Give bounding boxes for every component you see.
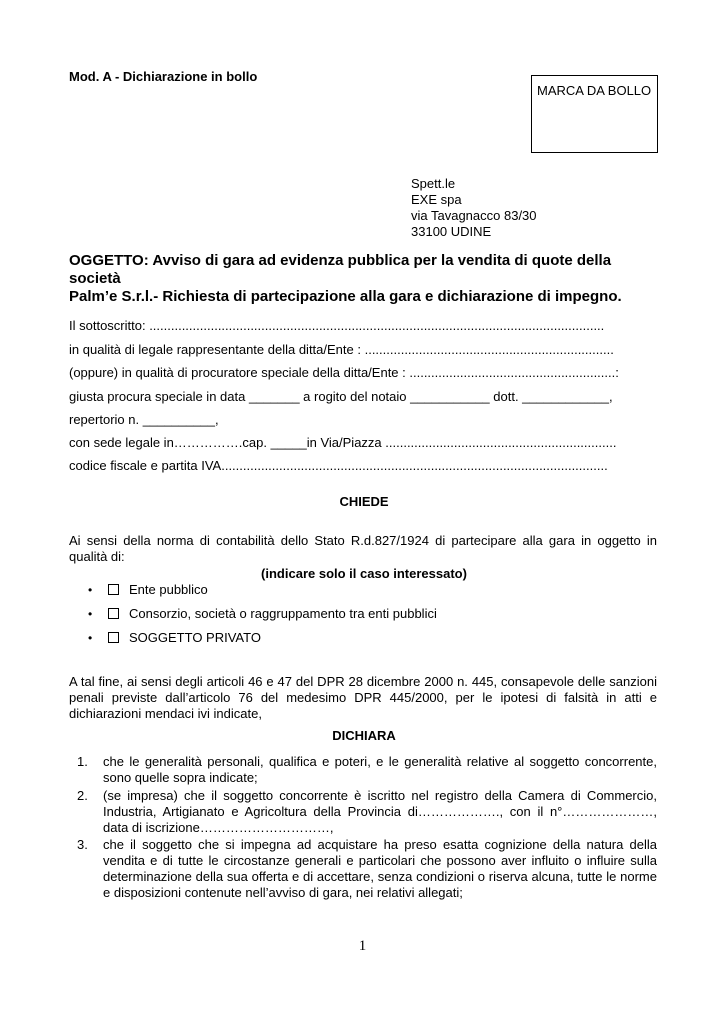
recipient-line: Spett.le [411, 176, 456, 191]
recipient-line: 33100 UDINE [411, 224, 492, 239]
chiede-heading: CHIEDE [339, 494, 389, 509]
preamble-paragraph: A tal fine, ai sensi degli articoli 46 e 47 del DPR 28 dicembre 2000 n. 445, consapevole delle sanzioni penali previste dall’articolo 76 del medesimo DPR 445/2000, per le ipotesi di falsità in atti e dichiarazioni mendaci ivi indicate, [69, 674, 657, 721]
option-label: Ente pubblico [129, 582, 208, 597]
subject-line-2: Palm’e S.r.l.- Richiesta di partecipazione alla gara e dichiarazione di impegno. [69, 288, 622, 305]
subject-line-1: OGGETTO: Avviso di gara ad evidenza pubblica per la vendita di quote della società [69, 252, 612, 287]
checkbox-icon[interactable] [108, 584, 119, 595]
field-repertory: repertorio n. __________, [69, 412, 219, 427]
field-legal-representative: in qualità di legale rappresentante della ditta/Ente : ..................................................................... [69, 342, 614, 357]
form-model-label: Mod. A - Dichiarazione in bollo [69, 69, 258, 84]
bullet-icon: • [88, 607, 93, 621]
item-number: 2. [77, 788, 88, 803]
checkbox-icon[interactable] [108, 632, 119, 643]
declaration-item [69, 837, 657, 901]
recipient-address [411, 176, 537, 240]
field-power-of-attorney: giusta procura speciale in data _______ a rogito del notaio ___________ dott. ____________, [69, 389, 613, 404]
declaration-item [69, 754, 657, 786]
declaration-item [69, 788, 657, 836]
stamp-box: MARCA DA BOLLO [531, 75, 658, 153]
indicate-note: (indicare solo il caso interessato) [261, 566, 467, 581]
item-number: 3. [77, 837, 88, 852]
option-label: Consorzio, società o raggruppamento tra enti pubblici [129, 606, 437, 621]
item-text: che le generalità personali, qualifica e poteri, e le generalità relative al soggetto concorrente, sono quelle sopra indicate; [103, 754, 657, 785]
option-label: SOGGETTO PRIVATO [129, 630, 261, 645]
item-text: che il soggetto che si impegna ad acquistare ha preso esatta cognizione della natura della vendita e di tutte le circostanze generali e particolari che possono aver influito o influire sulla determinazione della sua offerta e di accettare, senza condizioni o riserva alcuna, tutte le norme e disposizioni contenute nell’avviso di gara, nei relativi allegati; [103, 837, 657, 900]
subject-heading [69, 252, 659, 306]
recipient-line: EXE spa [411, 192, 462, 207]
field-special-attorney: (oppure) in qualità di procuratore speciale della ditta/Ente : .........................................................: [69, 365, 619, 380]
field-tax-code: codice fiscale e partita IVA........................................................................................................... [69, 458, 608, 473]
dichiara-heading: DICHIARA [332, 728, 396, 743]
recipient-line: via Tavagnacco 83/30 [411, 208, 537, 223]
field-signatory: Il sottoscritto: .............................................................................................................................. [69, 318, 605, 333]
checkbox-icon[interactable] [108, 608, 119, 619]
option-soggetto-privato[interactable] [88, 630, 261, 645]
field-registered-office: con sede legale in…………….cap. _____in Via/Piazza ................................................................ [69, 435, 617, 450]
page-number: 1 [358, 938, 367, 954]
item-number: 1. [77, 754, 88, 769]
option-ente-pubblico[interactable] [88, 582, 208, 597]
item-text: (se impresa) che il soggetto concorrente è iscritto nel registro della Camera di Commercio, Industria, Artigianato e Agricoltura della Provincia di………………., con il n°…………………, data di iscrizione…………………………, [103, 788, 657, 835]
option-consorzio[interactable] [88, 606, 437, 621]
bullet-icon: • [88, 583, 93, 597]
intro-paragraph: Ai sensi della norma di contabilità dello Stato R.d.827/1924 di partecipare alla gara in oggetto in qualità di: [69, 533, 657, 564]
bullet-icon: • [88, 631, 93, 645]
